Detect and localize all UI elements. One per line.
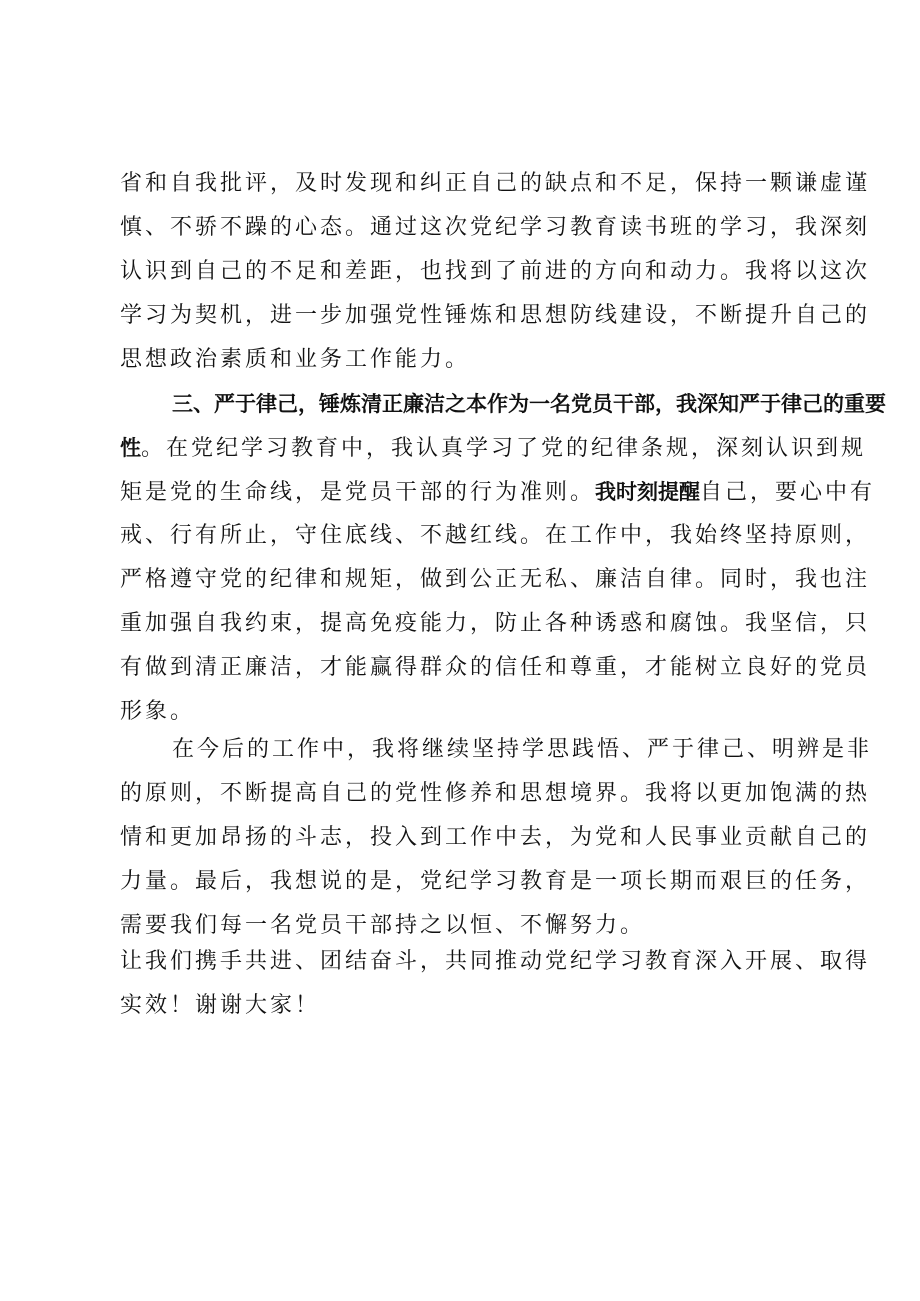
section-heading: 三、严于律己，锤炼清正廉洁之本作为一名党员干部，我深知严于律己的重要 <box>172 392 886 416</box>
section-heading-line <box>120 382 886 426</box>
text-line: 省和自我批评，及时发现和纠正自己的缺点和不足，保持一颗谦虚谨 <box>120 171 871 196</box>
text-line: 在今后的工作中，我将继续坚持学思践悟、严于律己、明辨是非 <box>172 737 873 762</box>
paragraph-discipline <box>120 382 886 734</box>
text-segment: 矩是党的生命线，是党员干部的行为准则。 <box>120 480 596 505</box>
text-line: 实效！谢谢大家！ <box>120 993 321 1018</box>
paragraph-closing <box>120 940 871 1028</box>
text-line: 的原则，不断提高自己的党性修养和思想境界。我将以更加饱满的热 <box>120 781 871 806</box>
text-line: 需要我们每一名党员干部持之以恒、不懈努力。 <box>120 913 646 938</box>
text-segment: 。在党纪学习教育中，我认真学习了党的纪律条规，深刻认识到规 <box>141 436 867 461</box>
section-heading-end: 性 <box>120 436 141 460</box>
text-line: 情和更加昂扬的斗志，投入到工作中去，为党和人民事业贡献自己的 <box>120 825 871 850</box>
text-line: 形象。 <box>120 699 196 724</box>
paragraph-future-work <box>120 728 873 948</box>
text-segment: 自己，要心中有 <box>700 480 876 505</box>
paragraph-self-criticism <box>120 162 871 382</box>
text-line: 重加强自我约束，提高免疫能力，防止各种诱惑和腐蚀。我坚信，只 <box>120 611 871 636</box>
text-line <box>120 426 867 470</box>
text-line: 慎、不骄不躁的心态。通过这次党纪学习教育读书班的学习，我深刻 <box>120 215 871 240</box>
text-line: 严格遵守党的纪律和规矩，做到公正无私、廉洁自律。同时，我也注 <box>120 567 871 592</box>
text-line: 学习为契机，进一步加强党性锤炼和思想防线建设，不断提升自己的 <box>120 303 871 328</box>
text-line <box>120 470 876 514</box>
text-line: 思想政治素质和业务工作能力。 <box>120 347 471 372</box>
text-line: 有做到清正廉洁，才能赢得群众的信任和尊重，才能树立良好的党员 <box>120 655 871 680</box>
text-line: 认识到自己的不足和差距，也找到了前进的方向和动力。我将以这次 <box>120 259 871 284</box>
text-line: 戒、行有所止，守住底线、不越红线。在工作中，我始终坚持原则， <box>120 523 871 548</box>
text-line: 让我们携手共进、团结奋斗，共同推动党纪学习教育深入开展、取得 <box>120 949 871 974</box>
text-line: 力量。最后，我想说的是，党纪学习教育是一项长期而艰巨的任务， <box>120 869 871 894</box>
emphasis-text: 我时刻提醒 <box>595 480 701 504</box>
